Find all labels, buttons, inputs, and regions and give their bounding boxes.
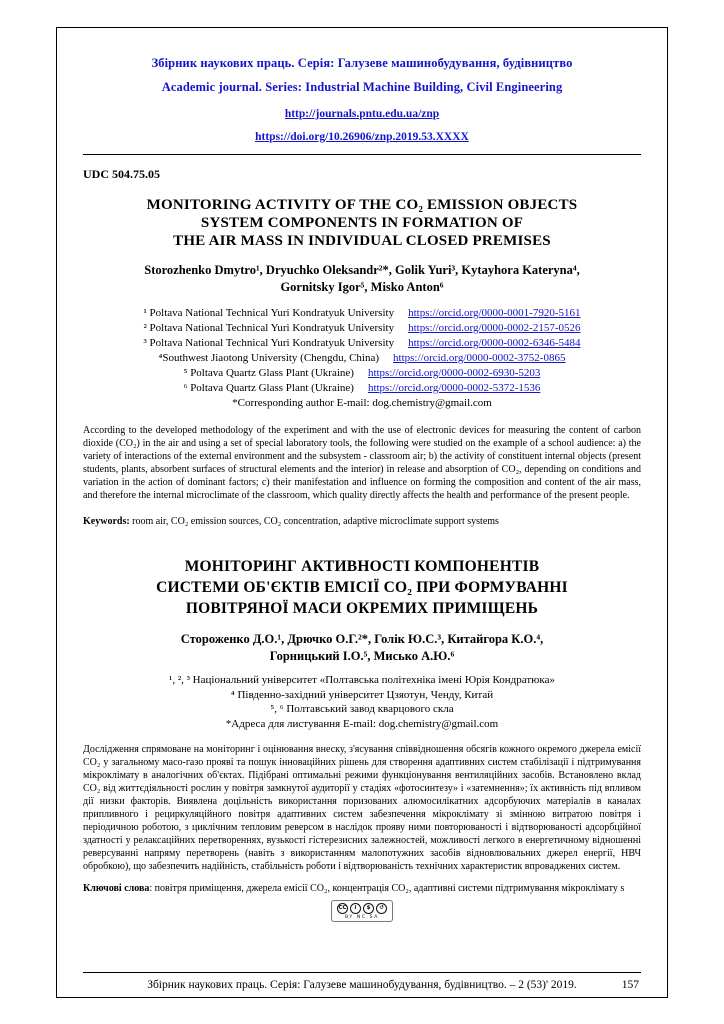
authors-en-line: Gornitsky Igor⁵, Misko Anton⁶ (280, 280, 444, 294)
cc-icon: CC (337, 903, 348, 914)
cc-circles (337, 903, 387, 914)
affiliation-label: ³ Poltava National Technical Yuri Kondratyuk University (143, 337, 395, 349)
journal-doi-link[interactable]: https://doi.org/10.26906/znp.2019.53.XXXX (255, 131, 469, 143)
affiliation-label: ¹ Poltava National Technical Yuri Kondratyuk University (143, 307, 395, 319)
article-title-uk-line: МОНІТОРИНГ АКТИВНОСТІ КОМПОНЕНТІВ (184, 558, 540, 575)
authors-en (83, 262, 641, 296)
journal-title-en: Academic journal. Series: Industrial Machine Building, Civil Engineering (161, 80, 563, 94)
authors-uk-line: Стороженко Д.О.¹, Дрючко О.Г.²*, Голік Ю.С.³, Китайгора К.О.⁴, (180, 632, 544, 646)
orcid-link[interactable]: https://orcid.org/0000-0002-6346-5484 (408, 337, 581, 349)
orcid-link[interactable]: https://orcid.org/0000-0002-3752-0865 (393, 352, 566, 364)
share-alike-icon: ↺ (376, 903, 387, 914)
affiliation-uk-row: ⁵, ⁶ Полтавський завод кварцового скла (270, 703, 454, 715)
affiliation-uk-row: ⁴ Південно-західний університет Цзяотун, Ченду, Китай (230, 688, 494, 701)
cc-license-caption: BY NC SA (345, 915, 379, 920)
article-title-uk-line: ПОВІТРЯНОЇ МАСИ ОКРЕМИХ ПРИМІЩЕНЬ (185, 600, 539, 617)
keywords-uk-text: : повітря приміщення, джерела емісії СО₂, концентрація СО₂, адаптивні системи підтримування мікроклімату s (149, 883, 625, 894)
affiliation-uk-row: ¹, ², ³ Національний університет «Полтавська політехніка імені Юрія Кондратюка» (169, 674, 555, 686)
keywords-uk (83, 882, 641, 895)
affiliation-row (83, 366, 641, 381)
affiliation-label: ² Poltava National Technical Yuri Kondratyuk University (143, 322, 395, 334)
page-number: 157 (621, 979, 639, 991)
affiliation-label: ⁴Southwest Jiaotong University (Chengdu, China) (158, 352, 380, 364)
journal-url-row (83, 104, 641, 122)
affiliation-row (83, 381, 641, 396)
article-title-en (83, 196, 641, 250)
page-footer (83, 972, 641, 991)
article-title-en-line: SYSTEM COMPONENTS IN FORMATION OF (200, 215, 524, 231)
orcid-link[interactable]: https://orcid.org/0000-0002-6930-5203 (367, 367, 541, 379)
affiliation-row (83, 336, 641, 351)
affiliations-en (83, 306, 641, 411)
udc-code: UDC 504.75.05 (83, 167, 160, 181)
article-title-uk (83, 556, 641, 619)
cc-license-badge[interactable] (331, 900, 393, 922)
journal-url-link[interactable]: http://journals.pntu.edu.ua/znp (284, 108, 440, 120)
keywords-en-label: Keywords: (83, 516, 130, 527)
keywords-en-text: room air, CO₂ emission sources, CO₂ concentration, adaptive microclimate support systems (129, 516, 499, 527)
article-title-en-line: MONITORING ACTIVITY OF THE CO₂ EMISSION OBJECTS (146, 197, 578, 213)
affiliation-row (83, 321, 641, 336)
attribution-icon: i (350, 903, 361, 914)
corresponding-author-line: *Corresponding author E-mail: dog.chemistry@gmail.com (232, 397, 492, 409)
keywords-en (83, 515, 641, 528)
footer-journal-line: Збірник наукових праць. Серія: Галузеве машинобудування, будівництво. – 2 (53)' 2019. (147, 979, 577, 991)
authors-uk-line: Горницький І.О.⁵, Мисько А.Ю.⁶ (269, 649, 455, 663)
abstract-en: According to the developed methodology of the experiment and with the use of electronic devices for measuring the content of carbon dioxide (CO₂) in the air and using a set of special laboratory tools, the following were studied on the example of a school audience: a) the variety of interactions of the external environment and the subsystem - classroom air; b) the activity of constituent internal objects (present students, plants, absorbent surfaces of structural elements and the interior) in release and absorption of CO₂, depending on conditions and variation in the action of dominant factors; c) their manifestation and influence on forming the composition and content of the air mass, and therefore the internal microclimate of the classroom, which quality directly affects the health and performance of the present people. (83, 425, 641, 501)
orcid-link[interactable]: https://orcid.org/0000-0002-2157-0526 (408, 322, 581, 334)
affiliation-row (83, 306, 641, 321)
abstract-uk: Дослідження спрямоване на моніторинг і оцінювання внеску, з'ясування співвідношення обсягів кожного окремого джерела емісії СО₂ у загальному масо-газо прояві та пошук інноваційних рішень для створення адаптивних систем стабілізації і підтримування мікроклімату в аналогічних об'єктах. Підібрані оптимальні режими функціонування вентиляційних засобів. Встановлено вклад СО₂ від життєдіяльності рослин у повітря замкнутої аудиторії у стадіях «фотосинтезу» і «затемнення»; їх активність під впливом дії низки факторів. Виявлена доцільність використання поризованих алюмосилікатних адсорбуючих матеріалів в каналах припливного і рециркуляційного повітря адаптивних систем забезпечення мікроклімату зі змінною витратою повітря і періодичною роботою, з циклічним тепловим реверсом в наслідок прояву ними повторюваності і відтворюваності адсорбційної здатності у релаксаційних перетвореннях, вузькості гістерезисних залежностей, можливості легкого в енергетичному відношенні реверсуванні напряму перетворень (навіть з використанням малопотужних засобів відновлювальних джерел енергії, НВЧ обробкою), що забезпечить надійність, стабільність роботи і відтворюваність технічних характеристик впроваджених систем. (83, 744, 641, 872)
orcid-link[interactable]: https://orcid.org/0000-0002-5372-1536 (367, 382, 541, 394)
journal-doi-row (83, 127, 641, 145)
authors-en-line: Storozhenko Dmytro¹, Dryuchko Oleksandr²*, Golik Yuri³, Kytayhora Kateryna⁴, (144, 263, 580, 277)
article-title-en-line: THE AIR MASS IN INDIVIDUAL CLOSED PREMISES (173, 233, 551, 249)
journal-header (83, 56, 641, 145)
page-content (83, 28, 641, 957)
non-commercial-icon: $ (363, 903, 374, 914)
affiliation-row (83, 351, 641, 366)
journal-title-uk: Збірник наукових праць. Серія: Галузеве машинобудування, будівництво (151, 56, 573, 70)
header-divider (83, 154, 641, 155)
page-frame (56, 27, 668, 998)
authors-uk (83, 631, 641, 665)
keywords-uk-label: Ключові слова (83, 883, 150, 894)
affiliation-label: ⁶ Poltava Quartz Glass Plant (Ukraine) (183, 382, 354, 394)
affiliations-uk (83, 673, 641, 731)
corresponding-author-uk-line: *Адреса для листування E-mail: dog.chemistry@gmail.com (225, 717, 499, 730)
article-title-uk-line: СИСТЕМИ ОБ'ЄКТІВ ЕМІСІЇ СО₂ ПРИ ФОРМУВАННІ (156, 579, 568, 596)
license-badge-row (83, 900, 641, 923)
orcid-link[interactable]: https://orcid.org/0000-0001-7920-5161 (408, 307, 581, 319)
affiliation-label: ⁵ Poltava Quartz Glass Plant (Ukraine) (183, 367, 354, 379)
